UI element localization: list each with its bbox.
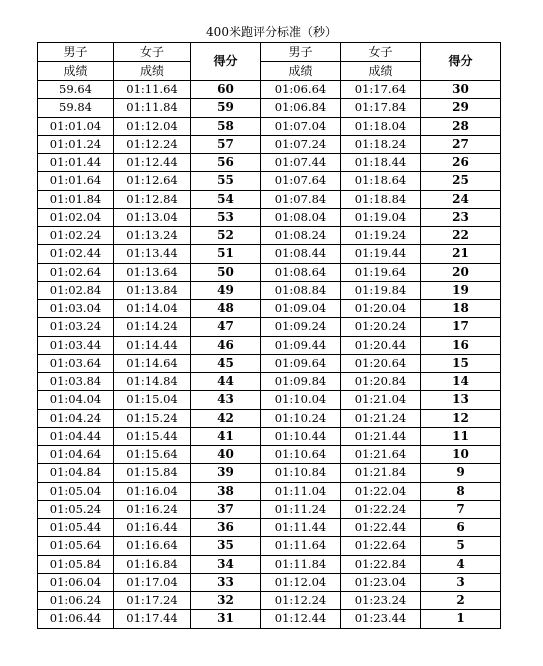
table-row [38, 154, 501, 172]
cell-female-result-left: 01:15.84 [114, 464, 191, 482]
header-row-gender [38, 43, 501, 62]
cell-male-result-right: 01:09.44 [261, 336, 341, 354]
cell-female-result-left: 01:15.44 [114, 427, 191, 445]
header-score-left: 得分 [191, 43, 261, 81]
cell-female-result-left: 01:16.24 [114, 500, 191, 518]
cell-score-right: 29 [421, 99, 501, 117]
cell-male-result-right: 01:09.04 [261, 300, 341, 318]
cell-score-left: 35 [191, 537, 261, 555]
cell-score-left: 38 [191, 482, 261, 500]
cell-score-left: 44 [191, 373, 261, 391]
cell-female-result-left: 01:14.84 [114, 373, 191, 391]
cell-female-result-right: 01:20.84 [341, 373, 421, 391]
cell-male-result-left: 01:01.44 [38, 154, 114, 172]
cell-female-result-left: 01:14.64 [114, 354, 191, 372]
cell-female-result-right: 01:18.84 [341, 190, 421, 208]
cell-male-result-left: 01:05.64 [38, 537, 114, 555]
cell-male-result-right: 01:09.84 [261, 373, 341, 391]
cell-male-result-right: 01:10.24 [261, 409, 341, 427]
cell-male-result-right: 01:11.64 [261, 537, 341, 555]
table-row [38, 245, 501, 263]
cell-female-result-left: 01:11.84 [114, 99, 191, 117]
cell-score-right: 16 [421, 336, 501, 354]
cell-score-right: 14 [421, 373, 501, 391]
cell-male-result-left: 01:05.44 [38, 519, 114, 537]
cell-male-result-left: 01:06.24 [38, 592, 114, 610]
cell-female-result-right: 01:23.24 [341, 592, 421, 610]
cell-score-left: 59 [191, 99, 261, 117]
cell-score-right: 17 [421, 318, 501, 336]
cell-score-right: 26 [421, 154, 501, 172]
cell-female-result-right: 01:20.24 [341, 318, 421, 336]
header-male-result-right: 成绩 [261, 62, 341, 81]
cell-score-right: 22 [421, 227, 501, 245]
cell-female-result-left: 01:13.84 [114, 281, 191, 299]
cell-male-result-right: 01:10.64 [261, 446, 341, 464]
cell-score-left: 37 [191, 500, 261, 518]
cell-score-left: 51 [191, 245, 261, 263]
cell-male-result-left: 01:04.44 [38, 427, 114, 445]
cell-female-result-right: 01:21.64 [341, 446, 421, 464]
table-row [38, 446, 501, 464]
cell-female-result-right: 01:21.24 [341, 409, 421, 427]
cell-male-result-right: 01:09.64 [261, 354, 341, 372]
cell-male-result-left: 01:03.64 [38, 354, 114, 372]
cell-male-result-right: 01:08.64 [261, 263, 341, 281]
cell-female-result-right: 01:17.84 [341, 99, 421, 117]
cell-female-result-right: 01:22.84 [341, 555, 421, 573]
table-row [38, 354, 501, 372]
cell-male-result-right: 01:08.84 [261, 281, 341, 299]
table-row [38, 555, 501, 573]
cell-female-result-right: 01:20.04 [341, 300, 421, 318]
header-male-left: 男子 [38, 43, 114, 62]
table-row [38, 318, 501, 336]
cell-male-result-right: 01:08.44 [261, 245, 341, 263]
cell-score-left: 50 [191, 263, 261, 281]
cell-male-result-right: 01:10.84 [261, 464, 341, 482]
cell-female-result-right: 01:20.64 [341, 354, 421, 372]
cell-score-left: 39 [191, 464, 261, 482]
cell-male-result-right: 01:07.24 [261, 135, 341, 153]
cell-male-result-right: 01:12.44 [261, 610, 341, 628]
table-row [38, 281, 501, 299]
cell-score-right: 9 [421, 464, 501, 482]
cell-score-left: 56 [191, 154, 261, 172]
cell-score-right: 7 [421, 500, 501, 518]
cell-score-right: 1 [421, 610, 501, 628]
table-row [38, 117, 501, 135]
cell-female-result-left: 01:15.64 [114, 446, 191, 464]
table-row [38, 537, 501, 555]
cell-score-left: 47 [191, 318, 261, 336]
cell-female-result-left: 01:13.64 [114, 263, 191, 281]
header-female-left: 女子 [114, 43, 191, 62]
cell-female-result-right: 01:21.44 [341, 427, 421, 445]
cell-score-right: 21 [421, 245, 501, 263]
cell-male-result-right: 01:10.44 [261, 427, 341, 445]
header-female-result-right: 成绩 [341, 62, 421, 81]
cell-male-result-left: 01:05.84 [38, 555, 114, 573]
cell-female-result-right: 01:22.44 [341, 519, 421, 537]
cell-score-left: 53 [191, 208, 261, 226]
table-row [38, 208, 501, 226]
table-row [38, 172, 501, 190]
cell-female-result-right: 01:21.04 [341, 391, 421, 409]
table-row [38, 573, 501, 591]
cell-female-result-left: 01:15.24 [114, 409, 191, 427]
cell-male-result-left: 01:02.84 [38, 281, 114, 299]
cell-male-result-right: 01:07.04 [261, 117, 341, 135]
cell-score-right: 15 [421, 354, 501, 372]
cell-score-left: 42 [191, 409, 261, 427]
cell-male-result-right: 01:12.04 [261, 573, 341, 591]
cell-score-right: 6 [421, 519, 501, 537]
cell-male-result-left: 01:06.04 [38, 573, 114, 591]
cell-female-result-right: 01:22.04 [341, 482, 421, 500]
cell-score-right: 23 [421, 208, 501, 226]
cell-male-result-left: 01:03.44 [38, 336, 114, 354]
table-row [38, 99, 501, 117]
header-male-right: 男子 [261, 43, 341, 62]
cell-male-result-right: 01:11.24 [261, 500, 341, 518]
table-row [38, 610, 501, 628]
cell-score-right: 24 [421, 190, 501, 208]
table-row [38, 227, 501, 245]
cell-male-result-right: 01:07.44 [261, 154, 341, 172]
cell-female-result-left: 01:16.84 [114, 555, 191, 573]
cell-score-left: 60 [191, 81, 261, 99]
cell-male-result-right: 01:08.04 [261, 208, 341, 226]
table-row [38, 464, 501, 482]
cell-score-right: 19 [421, 281, 501, 299]
cell-male-result-right: 01:11.44 [261, 519, 341, 537]
header-score-right: 得分 [421, 43, 501, 81]
cell-male-result-left: 01:05.04 [38, 482, 114, 500]
cell-score-left: 31 [191, 610, 261, 628]
cell-score-right: 30 [421, 81, 501, 99]
cell-female-result-left: 01:17.24 [114, 592, 191, 610]
cell-female-result-right: 01:18.04 [341, 117, 421, 135]
cell-female-result-left: 01:13.04 [114, 208, 191, 226]
cell-female-result-right: 01:18.64 [341, 172, 421, 190]
cell-male-result-right: 01:06.64 [261, 81, 341, 99]
cell-score-left: 43 [191, 391, 261, 409]
cell-female-result-right: 01:23.44 [341, 610, 421, 628]
cell-female-result-right: 01:19.24 [341, 227, 421, 245]
cell-male-result-left: 01:02.44 [38, 245, 114, 263]
cell-male-result-left: 59.84 [38, 99, 114, 117]
cell-male-result-left: 01:01.24 [38, 135, 114, 153]
cell-female-result-left: 01:14.04 [114, 300, 191, 318]
cell-score-right: 3 [421, 573, 501, 591]
cell-score-left: 49 [191, 281, 261, 299]
cell-score-right: 11 [421, 427, 501, 445]
cell-female-result-left: 01:14.24 [114, 318, 191, 336]
cell-score-right: 18 [421, 300, 501, 318]
cell-score-right: 13 [421, 391, 501, 409]
table-row [38, 81, 501, 99]
cell-male-result-right: 01:11.84 [261, 555, 341, 573]
cell-female-result-left: 01:17.44 [114, 610, 191, 628]
cell-score-right: 4 [421, 555, 501, 573]
table-row [38, 300, 501, 318]
cell-score-left: 46 [191, 336, 261, 354]
cell-male-result-right: 01:08.24 [261, 227, 341, 245]
cell-female-result-right: 01:21.84 [341, 464, 421, 482]
cell-female-result-right: 01:19.84 [341, 281, 421, 299]
cell-score-left: 54 [191, 190, 261, 208]
cell-male-result-right: 01:10.04 [261, 391, 341, 409]
cell-female-result-left: 01:17.04 [114, 573, 191, 591]
cell-male-result-right: 01:11.04 [261, 482, 341, 500]
header-male-result-left: 成绩 [38, 62, 114, 81]
cell-male-result-left: 01:01.64 [38, 172, 114, 190]
cell-score-right: 28 [421, 117, 501, 135]
cell-male-result-right: 01:09.24 [261, 318, 341, 336]
cell-female-result-left: 01:16.64 [114, 537, 191, 555]
cell-female-result-right: 01:19.04 [341, 208, 421, 226]
cell-male-result-left: 01:02.64 [38, 263, 114, 281]
cell-female-result-left: 01:12.04 [114, 117, 191, 135]
cell-score-left: 48 [191, 300, 261, 318]
cell-male-result-left: 01:03.04 [38, 300, 114, 318]
cell-score-right: 2 [421, 592, 501, 610]
cell-female-result-right: 01:18.44 [341, 154, 421, 172]
cell-score-right: 10 [421, 446, 501, 464]
cell-female-result-left: 01:12.24 [114, 135, 191, 153]
cell-score-left: 52 [191, 227, 261, 245]
cell-score-left: 45 [191, 354, 261, 372]
cell-score-right: 5 [421, 537, 501, 555]
cell-female-result-right: 01:22.24 [341, 500, 421, 518]
cell-male-result-right: 01:07.64 [261, 172, 341, 190]
table-row [38, 427, 501, 445]
cell-male-result-left: 01:04.04 [38, 391, 114, 409]
cell-male-result-left: 01:05.24 [38, 500, 114, 518]
cell-female-result-left: 01:14.44 [114, 336, 191, 354]
cell-female-result-left: 01:12.44 [114, 154, 191, 172]
cell-female-result-right: 01:17.64 [341, 81, 421, 99]
table-row [38, 336, 501, 354]
cell-male-result-left: 01:03.84 [38, 373, 114, 391]
cell-score-left: 33 [191, 573, 261, 591]
cell-female-result-right: 01:19.64 [341, 263, 421, 281]
cell-male-result-left: 59.64 [38, 81, 114, 99]
table-row [38, 519, 501, 537]
cell-male-result-right: 01:07.84 [261, 190, 341, 208]
cell-female-result-right: 01:22.64 [341, 537, 421, 555]
table-title: 400米跑评分标准（秒） [206, 25, 337, 39]
cell-female-result-right: 01:20.44 [341, 336, 421, 354]
header-female-right: 女子 [341, 43, 421, 62]
cell-score-left: 36 [191, 519, 261, 537]
header-female-result-left: 成绩 [114, 62, 191, 81]
cell-score-left: 58 [191, 117, 261, 135]
cell-female-result-right: 01:18.24 [341, 135, 421, 153]
cell-female-result-left: 01:16.04 [114, 482, 191, 500]
cell-female-result-left: 01:13.44 [114, 245, 191, 263]
cell-female-result-left: 01:12.84 [114, 190, 191, 208]
cell-male-result-right: 01:12.24 [261, 592, 341, 610]
score-table [37, 42, 501, 629]
cell-score-right: 20 [421, 263, 501, 281]
cell-male-result-right: 01:06.84 [261, 99, 341, 117]
cell-female-result-left: 01:15.04 [114, 391, 191, 409]
cell-female-result-left: 01:16.44 [114, 519, 191, 537]
cell-score-left: 34 [191, 555, 261, 573]
cell-female-result-left: 01:12.64 [114, 172, 191, 190]
cell-score-right: 25 [421, 172, 501, 190]
cell-male-result-left: 01:02.04 [38, 208, 114, 226]
table-row [38, 135, 501, 153]
cell-score-right: 12 [421, 409, 501, 427]
table-row [38, 190, 501, 208]
cell-male-result-left: 01:04.84 [38, 464, 114, 482]
table-row [38, 373, 501, 391]
cell-female-result-left: 01:11.64 [114, 81, 191, 99]
table-row [38, 391, 501, 409]
cell-male-result-left: 01:01.04 [38, 117, 114, 135]
table-row [38, 263, 501, 281]
cell-score-right: 8 [421, 482, 501, 500]
table-row [38, 592, 501, 610]
cell-score-left: 41 [191, 427, 261, 445]
table-row [38, 482, 501, 500]
table-row [38, 409, 501, 427]
cell-score-left: 40 [191, 446, 261, 464]
cell-score-left: 55 [191, 172, 261, 190]
cell-female-result-left: 01:13.24 [114, 227, 191, 245]
cell-male-result-left: 01:04.24 [38, 409, 114, 427]
cell-male-result-left: 01:06.44 [38, 610, 114, 628]
cell-male-result-left: 01:01.84 [38, 190, 114, 208]
cell-male-result-left: 01:03.24 [38, 318, 114, 336]
cell-score-left: 57 [191, 135, 261, 153]
cell-score-right: 27 [421, 135, 501, 153]
cell-male-result-left: 01:02.24 [38, 227, 114, 245]
table-row [38, 500, 501, 518]
cell-score-left: 32 [191, 592, 261, 610]
cell-female-result-right: 01:23.04 [341, 573, 421, 591]
score-table-body [38, 43, 501, 629]
cell-female-result-right: 01:19.44 [341, 245, 421, 263]
cell-male-result-left: 01:04.64 [38, 446, 114, 464]
